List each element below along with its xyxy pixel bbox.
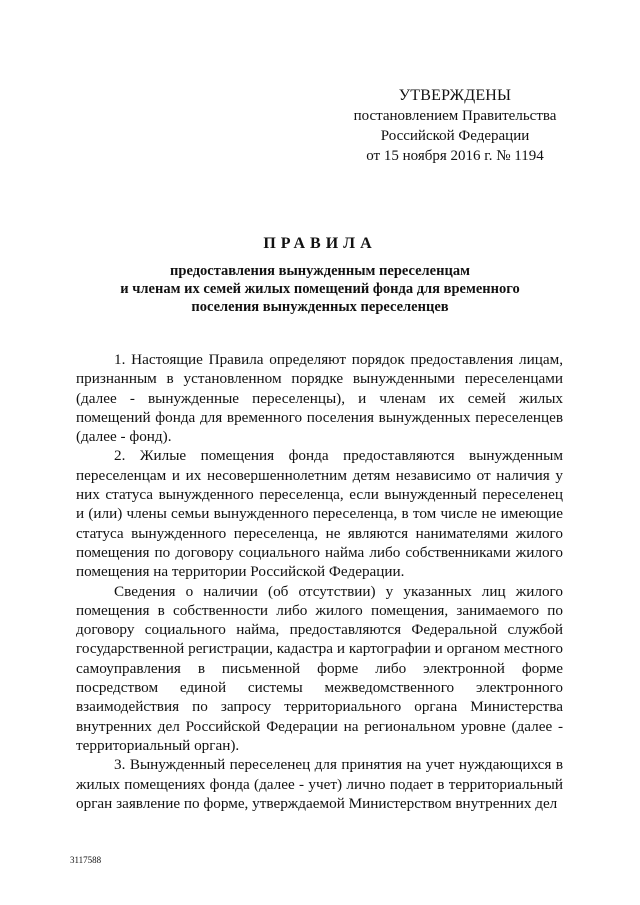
paragraph-1: 1. Настоящие Правила определяют порядок предоставления лицам, признанным в установленном порядке вынужденными переселенцами (далее - вынужденные переселенцы), и членам их семей жилых помещений фонда для временного поселения вынужденных переселенцев (далее - фонд). bbox=[76, 351, 563, 446]
approval-block bbox=[340, 86, 570, 166]
paragraph-2: 2. Жилые помещения фонда предоставляются вынужденным переселенцам и их несовершеннолетним детям независимо от наличия у них статуса вынужденного переселенца, если вынужденный переселенец и (или) члены семьи вынужденного переселенца, в том числе не имеющие статуса вынужденного переселенца, не являются нанимателями жилого помещения по договору социального найма либо собственниками жилого помещения на территории Российской Федерации. bbox=[76, 447, 563, 581]
subtitle-line-1: предоставления вынужденным переселенцам bbox=[170, 263, 470, 279]
approval-heading: УТВЕРЖДЕНЫ bbox=[398, 87, 512, 104]
document-code: 3117588 bbox=[70, 855, 102, 865]
approval-line-1: постановлением Правительства bbox=[353, 108, 557, 124]
paragraph-4: 3. Вынужденный переселенец для принятия на учет нуждающихся в жилых помещениях фонда (далее - учет) лично подает в территориальный орган заявление по форме, утверждаемой Министерством внутренних дел bbox=[76, 756, 563, 812]
document-title: ПРАВИЛА bbox=[263, 235, 377, 252]
subtitle-line-2: и членам их семей жилых помещений фонда для временного bbox=[120, 281, 520, 297]
paragraph-3: Сведения о наличии (об отсутствии) у указанных лиц жилого помещения в собственности либо жилого помещения, занимаемого по договору социального найма, предоставляются Федеральной службой государственной регистрации, кадастра и картографии и органом местного самоуправления в письменной форме либо электронной форме посредством единой системы межведомственного электронного взаимодействия по запросу территориального органа Министерства внутренних дел Российской Федерации на региональном уровне (далее - территориальный орган). bbox=[76, 582, 563, 754]
document-body bbox=[76, 350, 563, 813]
document-subtitle bbox=[60, 262, 580, 316]
approval-line-2: Российской Федерации bbox=[380, 128, 530, 144]
subtitle-line-3: поселения вынужденных переселенцев bbox=[191, 299, 449, 315]
approval-line-3: от 15 ноября 2016 г. № 1194 bbox=[366, 148, 544, 164]
